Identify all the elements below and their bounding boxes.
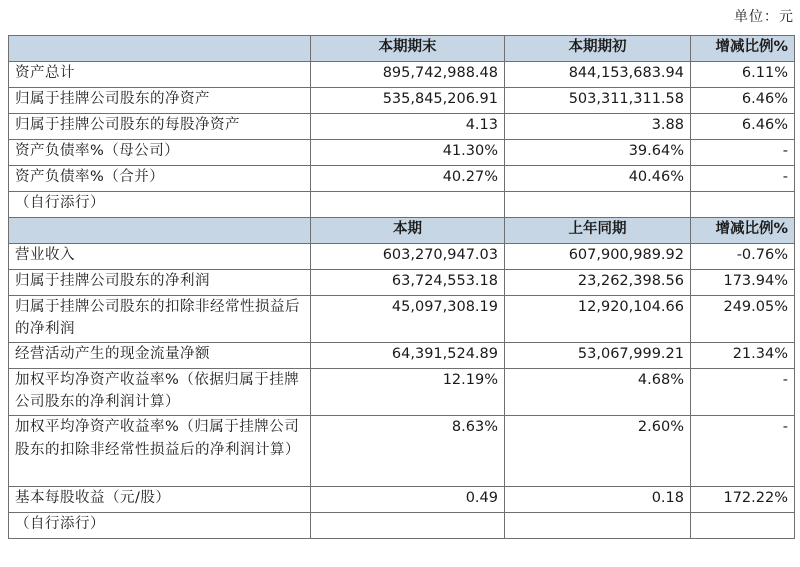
header-cell-current-period: 本期 xyxy=(311,218,505,244)
row-value-previous: 3.88 xyxy=(505,114,691,140)
table-row xyxy=(9,114,795,140)
row-value-previous: 39.64% xyxy=(505,140,691,166)
row-label: 经营活动产生的现金流量净额 xyxy=(9,343,311,369)
row-label: 资产负债率%（母公司） xyxy=(9,140,311,166)
row-value-current: 8.63% xyxy=(311,416,505,487)
row-label: 归属于挂牌公司股东的每股净资产 xyxy=(9,114,311,140)
table-row xyxy=(9,140,795,166)
row-label: 营业收入 xyxy=(9,244,311,270)
row-value-previous: 503,311,311.58 xyxy=(505,88,691,114)
row-label: 归属于挂牌公司股东的净利润 xyxy=(9,270,311,296)
unit-label: 单位：元 xyxy=(734,9,794,25)
row-value-current: 0.49 xyxy=(311,487,505,513)
table-row xyxy=(9,343,795,369)
row-label: 归属于挂牌公司股东的扣除非经常性损益后的净利润 xyxy=(9,296,311,343)
row-value-current: 535,845,206.91 xyxy=(311,88,505,114)
row-value-change xyxy=(691,192,795,218)
header-cell-item xyxy=(9,36,311,62)
table-row xyxy=(9,166,795,192)
row-value-previous xyxy=(505,513,691,539)
row-value-previous: 844,153,683.94 xyxy=(505,62,691,88)
row-value-previous: 40.46% xyxy=(505,166,691,192)
table-header-income xyxy=(9,218,795,244)
row-value-previous: 2.60% xyxy=(505,416,691,487)
table-row xyxy=(9,88,795,114)
table-row xyxy=(9,244,795,270)
row-value-change: -0.76% xyxy=(691,244,795,270)
row-value-previous: 23,262,398.56 xyxy=(505,270,691,296)
row-value-change: 249.05% xyxy=(691,296,795,343)
row-value-current: 12.19% xyxy=(311,369,505,416)
header-cell-change: 增减比例% xyxy=(691,218,795,244)
table-row xyxy=(9,270,795,296)
row-value-current: 45,097,308.19 xyxy=(311,296,505,343)
row-value-change: 21.34% xyxy=(691,343,795,369)
table-row xyxy=(9,62,795,88)
financial-data-table xyxy=(8,35,795,539)
row-value-previous: 607,900,989.92 xyxy=(505,244,691,270)
row-value-current xyxy=(311,192,505,218)
row-value-previous: 0.18 xyxy=(505,487,691,513)
row-value-current: 895,742,988.48 xyxy=(311,62,505,88)
row-value-current: 41.30% xyxy=(311,140,505,166)
table-row xyxy=(9,487,795,513)
table-row xyxy=(9,369,795,416)
row-value-previous: 12,920,104.66 xyxy=(505,296,691,343)
header-cell-prior-year: 上年同期 xyxy=(505,218,691,244)
row-value-current: 40.27% xyxy=(311,166,505,192)
row-value-current: 63,724,553.18 xyxy=(311,270,505,296)
row-label: 归属于挂牌公司股东的净资产 xyxy=(9,88,311,114)
row-value-current: 603,270,947.03 xyxy=(311,244,505,270)
row-value-previous xyxy=(505,192,691,218)
header-cell-change: 增减比例% xyxy=(691,36,795,62)
row-value-change: 172.22% xyxy=(691,487,795,513)
table-header-balance xyxy=(9,36,795,62)
row-value-previous: 4.68% xyxy=(505,369,691,416)
table-row xyxy=(9,513,795,539)
row-label: 加权平均净资产收益率%（依据归属于挂牌公司股东的净利润计算） xyxy=(9,369,311,416)
row-value-change: 6.11% xyxy=(691,62,795,88)
row-value-change: 6.46% xyxy=(691,88,795,114)
row-label: 加权平均净资产收益率%（归属于挂牌公司股东的扣除非经常性损益后的净利润计算） xyxy=(9,416,311,487)
table-row xyxy=(9,296,795,343)
row-value-change: - xyxy=(691,369,795,416)
header-cell-period-end: 本期期末 xyxy=(311,36,505,62)
row-label: （自行添行） xyxy=(9,192,311,218)
row-value-previous: 53,067,999.21 xyxy=(505,343,691,369)
header-cell-period-start: 本期期初 xyxy=(505,36,691,62)
row-value-current: 64,391,524.89 xyxy=(311,343,505,369)
table-row xyxy=(9,192,795,218)
row-value-change: 173.94% xyxy=(691,270,795,296)
row-label: 基本每股收益（元/股） xyxy=(9,487,311,513)
row-value-change: - xyxy=(691,416,795,487)
row-value-change: - xyxy=(691,140,795,166)
row-value-change: - xyxy=(691,166,795,192)
header-cell-item xyxy=(9,218,311,244)
row-label: 资产负债率%（合并） xyxy=(9,166,311,192)
row-value-change xyxy=(691,513,795,539)
row-value-current: 4.13 xyxy=(311,114,505,140)
row-value-change: 6.46% xyxy=(691,114,795,140)
row-label: 资产总计 xyxy=(9,62,311,88)
table-row xyxy=(9,416,795,487)
row-value-current xyxy=(311,513,505,539)
row-label: （自行添行） xyxy=(9,513,311,539)
